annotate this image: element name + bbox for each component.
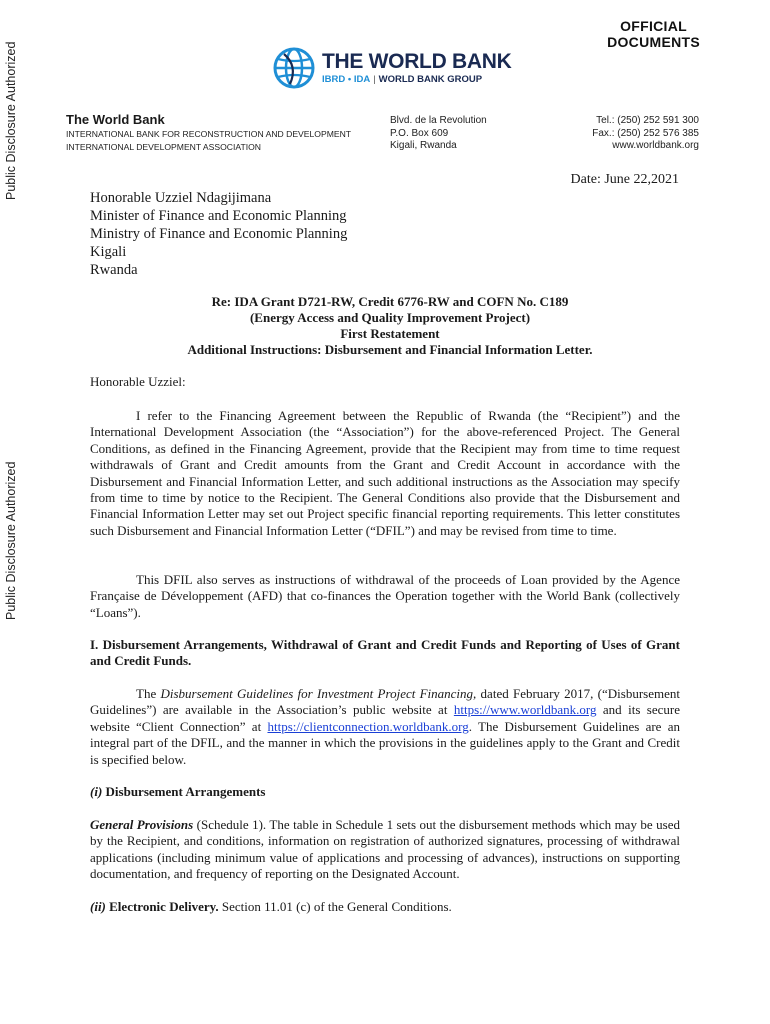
text: and its secure website “Client Connection” at [90,702,680,734]
stamp-line-1: OFFICIAL [620,18,688,34]
org-line-ida: INTERNATIONAL DEVELOPMENT ASSOCIATION [66,142,261,152]
text: (Schedule 1). The table in Schedule 1 sets out the disbursement methods which may be used by the Recipient, and conditions, information on registration of authorized signatures, processing of withdrawal applications (including minimum value of applications and processing of advances), instructions on supporting documentation, and frequency of reporting on the Designated Account. [90,817,681,882]
subject-line: Re: IDA Grant D721-RW, Credit 6776-RW and COFN No. C189 [211,294,569,309]
subsection-text: Section 11.01 (c) of the General Conditions. [218,899,452,914]
logo-wbg: WORLD BANK GROUP [378,73,483,85]
contact-web: www.worldbank.org [612,140,699,151]
subject-block [90,294,690,358]
world-bank-logo [272,46,511,90]
paragraph-general-provisions [90,817,680,883]
text: . The Disbursement Guidelines are an integral part of the DFIL, and the manner in which the provisions in the guidelines apply to the Grant and Credit is specified below. [90,718,680,767]
guidelines-title: Disbursement Guidelines for Investment Project Financing, [160,686,477,701]
recipient-block [90,189,347,279]
subsection-ii [90,899,680,915]
letterhead-org [66,128,351,154]
subsection-title: Electronic Delivery. [105,899,219,914]
client-connection-link[interactable]: https://clientconnection.worldbank.org [267,718,469,734]
subsection-title: Disbursement Arrangements [102,784,266,799]
recipient-line: Kigali [90,244,127,260]
text: dated February 2017, (“Disbursement Guidelines”) are available in the Association’s public website at [90,686,680,718]
address-line-1: Blvd. de la Revolution [390,115,487,126]
org-line-ibrd: INTERNATIONAL BANK FOR RECONSTRUCTION AND DEVELOPMENT [66,129,352,139]
recipient-line: Ministry of Finance and Economic Planning [90,226,348,242]
section-1-heading: I. Disbursement Arrangements, Withdrawal of Grant and Credit Funds and Reporting of Uses of Grant and Credit Funds. [90,637,680,669]
general-provisions-label: General Provisions [90,817,194,832]
paragraph-intro [90,408,680,539]
subsection-i-heading [90,784,680,800]
logo-title: THE WORLD BANK [322,49,512,73]
disclosure-label-middle: Public Disclosure Authorized [4,461,18,620]
letter-date: Date: June 22,2021 [570,172,679,187]
globe-icon [272,46,316,90]
letterhead-contact [592,115,699,153]
paragraph-text: I refer to the Financing Agreement between the Republic of Rwanda (the “Recipient”) and the International Development Association (the “Association”) for the above-referenced Project. The General Conditions, as defined in the Financing Agreement, provide that the Recipient may from time to time request withdrawals of Grant and Credit amounts from the Grant and Credit Account in accordance with the Disbursement and Financial Information Letter, and such additional instructions as the Association may specify from time to time by notice to the Recipient. The General Conditions also provide that the Disbursement and Financial Information Letter may set out Project specific financial reporting requirements. This letter constitutes such Disbursement and Financial Information Letter (“DFIL”) and may be revised from time to time. [90,408,680,538]
address-line-2: P.O. Box 609 [390,127,449,139]
subsection-number: (i) [90,784,103,799]
paragraph-text: This DFIL also serves as instructions of withdrawal of the proceeds of Loan provided by the Agence Française de Développement (AFD) that co-finances the Operation together with the World Bank (collectively “Loans”). [90,572,680,620]
subsection-number: (ii) [90,899,106,914]
subject-line: First Restatement [340,326,440,341]
paragraph-guidelines [90,686,680,768]
letterhead-address [390,115,487,153]
paragraph-afd [90,572,680,621]
disclosure-label-top: Public Disclosure Authorized [4,41,18,200]
worldbank-link[interactable]: https://www.worldbank.org [453,702,597,718]
contact-tel: Tel.: (250) 252 591 300 [596,115,699,126]
contact-fax: Fax.: (250) 252 576 385 [592,127,699,139]
salutation: Honorable Uzziel: [90,374,186,389]
stamp-line-2: DOCUMENTS [607,34,700,50]
recipient-line: Rwanda [90,262,138,278]
text: The [136,686,161,701]
official-documents-stamp [607,18,700,50]
logo-ibrd-ida: IBRD • IDA [322,73,371,85]
subject-line: (Energy Access and Quality Improvement Project) [249,310,531,325]
logo-separator: | [373,73,376,85]
address-line-3: Kigali, Rwanda [390,140,457,151]
recipient-line: Honorable Uzziel Ndagijimana [90,190,272,206]
letterhead-name: The World Bank [66,112,165,127]
recipient-line: Minister of Finance and Economic Planning [90,208,347,224]
subject-line: Additional Instructions: Disbursement and Financial Information Letter. [187,342,593,357]
